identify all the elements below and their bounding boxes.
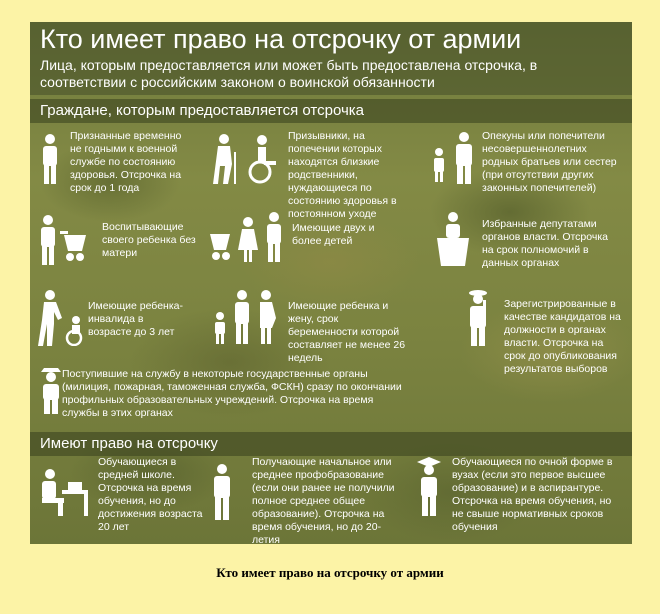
section-entitled-header xyxy=(30,432,632,456)
entitled-item-vocational: Получающие начальное или среднее профобразование (если они ранее не получили полное среднее общее образование). Отсрочка на время обучения, но до 20-летия xyxy=(252,456,395,544)
infographic-poster xyxy=(30,22,632,544)
granted-item-service-bodies: Поступившие на службу в некоторые государственные органы (милиция, пожарная, таможенная служба, ФСКН) сразу по окончании профильных образовательных учреждений. Отсрочка на время службы в этих органах xyxy=(62,368,402,419)
granted-item-guardians: Опекуны или попечители несовершеннолетних родных братьев или сестер (при отсутствии других законных попечителей) xyxy=(482,130,617,194)
elderly-and-wheelchair-icon xyxy=(210,134,280,184)
section-entitled-title: Имеют право на отсрочку xyxy=(40,435,218,452)
granted-item-deputies: Избранные депутатами органов власти. Отсрочка на срок полномочий в данных органах xyxy=(482,218,609,269)
section-granted-header xyxy=(30,99,632,123)
granted-item-unfit: Признанные временно не годными к военной службе по состоянию здоровья. Отсрочка на срок до 1 года xyxy=(70,130,182,194)
image-caption: Кто имеет право на отсрочку от армии xyxy=(216,565,444,580)
family-with-stroller-icon xyxy=(208,212,288,264)
parent-with-disabled-child-icon xyxy=(38,290,88,346)
granted-item-single-fathers: Воспитывающие своего ребенка без матери xyxy=(102,221,196,259)
granted-item-disabled-child: Имеющие ребенка-инвалида в возрасте до 3 лет xyxy=(88,300,183,338)
deputy-at-podium-icon xyxy=(435,212,471,266)
soldier-saluting-icon xyxy=(463,290,493,346)
firefighter-icon xyxy=(38,366,64,414)
graduate-icon xyxy=(416,456,442,516)
worker-student-icon xyxy=(210,464,234,520)
granted-item-pregnant-wife: Имеющие ребенка и жену, срок беременности которой составляет не менее 26 недель xyxy=(288,300,406,364)
entitled-item-university: Обучающиеся по очной форме в вузах (если это первое высшее образование) и в аспирантуре. Отсрочка на время обучения, но не свыше нормативных сроков обучения xyxy=(452,456,613,533)
entitled-item-school: Обучающиеся в средней школе. Отсрочка на время обучения, но до достижения возраста 20 лет xyxy=(98,456,203,533)
family-pregnant-wife-icon xyxy=(212,290,278,346)
granted-item-two-children: Имеющие двух и более детей xyxy=(292,222,375,247)
father-with-stroller-icon xyxy=(38,215,93,265)
student-at-desk-icon xyxy=(38,468,90,516)
poster-title: Кто имеет право на отсрочку от армии xyxy=(40,24,522,54)
poster-subtitle: Лица, которым предоставляется или может быть предоставлена отсрочка, в соответствии с российским законом о воинской обязанности xyxy=(40,57,538,90)
granted-item-caregivers: Призывники, на попечении которых находятся близкие родственники, нуждающиеся по состоянию здоровья в постоянном уходе xyxy=(288,130,397,220)
guardian-with-children-icon xyxy=(432,132,477,184)
granted-item-candidates: Зарегистрированные в качестве кандидатов на должности в органах власти. Отсрочка на срок до опубликования результатов выборов xyxy=(504,298,621,375)
standing-person-icon xyxy=(40,134,60,184)
section-granted-title: Граждане, которым предоставляется отсрочка xyxy=(40,102,365,119)
poster-header xyxy=(30,22,632,95)
